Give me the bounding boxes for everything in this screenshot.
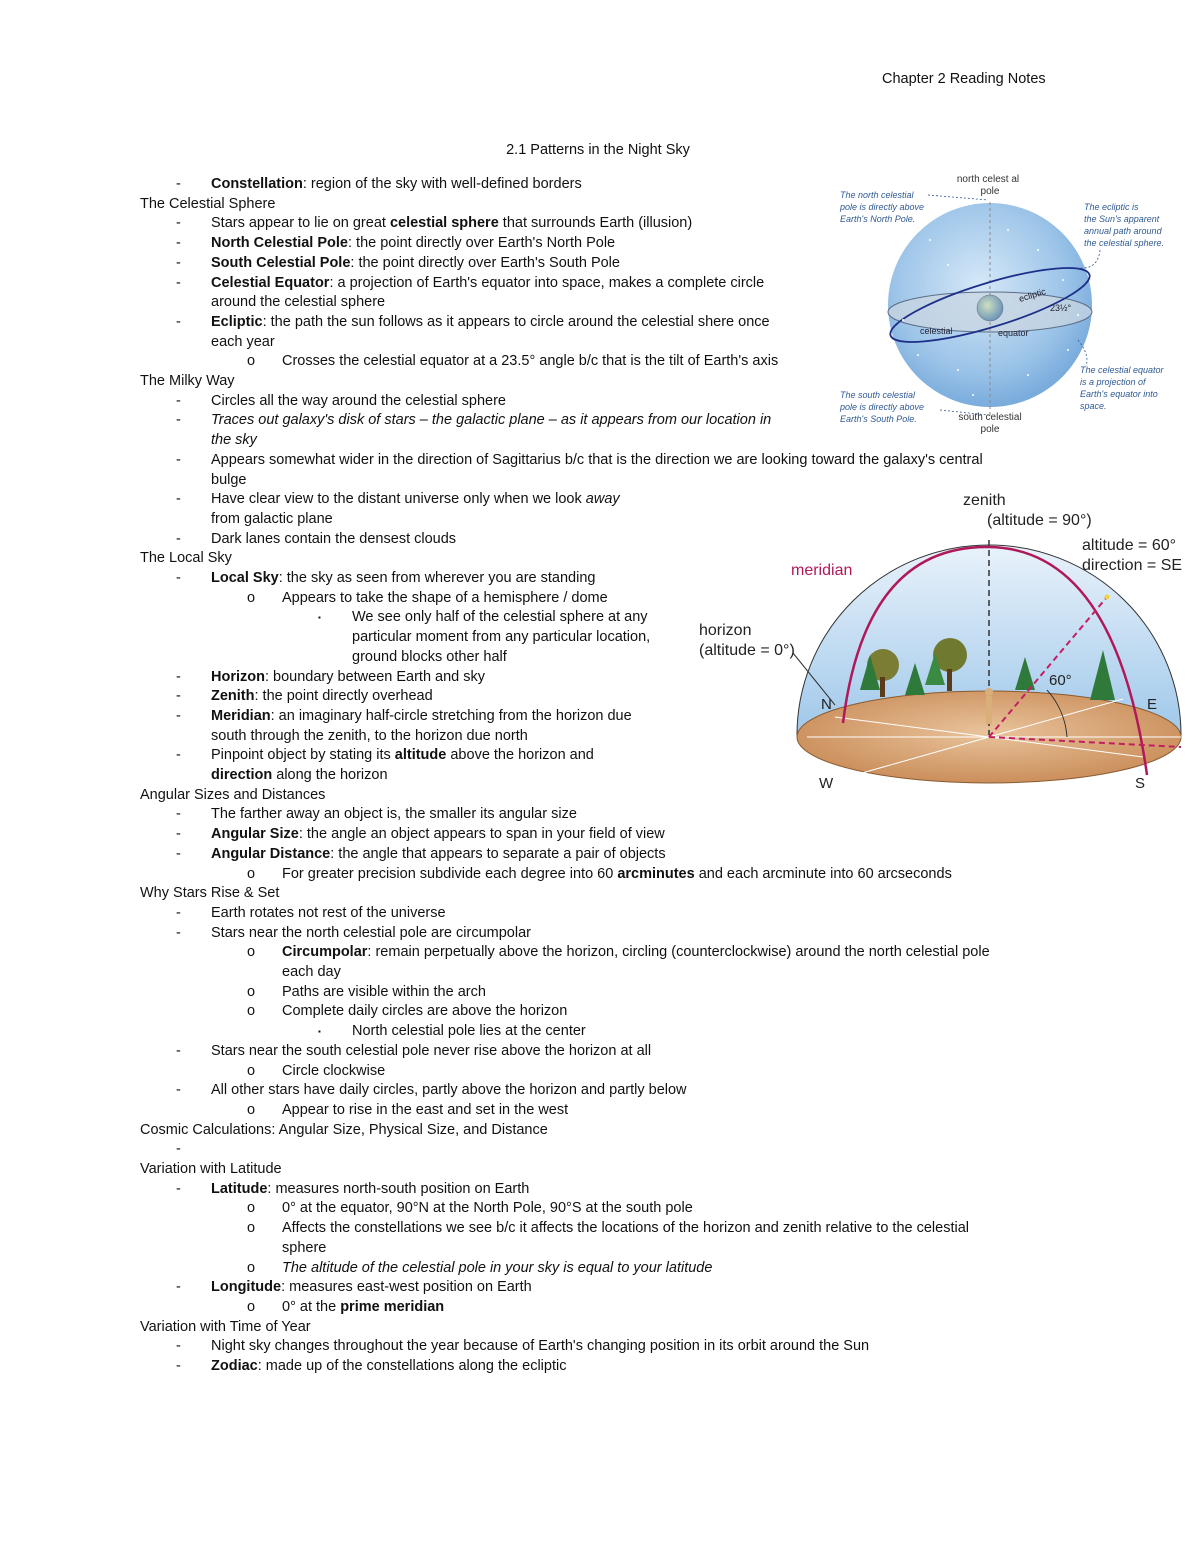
south-pole-label-2: pole [980, 424, 1000, 435]
italic-text: The altitude of the celestial pole in your sky is equal to your latitude [282, 1260, 713, 1276]
bullet-marker: - [176, 1181, 181, 1197]
bold-term: Circumpolar [282, 944, 368, 960]
note-text: Night sky changes throughout the year because of Earth's changing position in its orbit around the Sun [211, 1338, 870, 1354]
bullet-marker: - [176, 255, 181, 271]
note-text: Stars appear to lie on great [211, 215, 390, 231]
bullet-marker: o [247, 1220, 256, 1236]
svg-text:is a projection of: is a projection of [1080, 377, 1146, 387]
note-text: : remain perpetually above the horizon, circling (counterclockwise) around the north celestial pole [367, 944, 990, 960]
meridian-label: meridian [791, 562, 853, 579]
note-text: Stars near the north celestial pole are circumpolar [211, 925, 531, 941]
svg-text:pole is directly above: pole is directly above [840, 202, 925, 212]
svg-text:The ecliptic is: The ecliptic is [1084, 202, 1139, 212]
bullet-marker: - [176, 215, 181, 231]
note-line [211, 274, 764, 293]
bullet-marker: - [176, 531, 181, 547]
bullet-marker: - [176, 1358, 181, 1374]
section-heading [140, 884, 279, 903]
note-text: 0° at the equator, 90°N at the North Pole, 90°S at the south pole [282, 1200, 693, 1216]
note-line [282, 1219, 969, 1238]
note-line [282, 963, 341, 982]
bold-term: South Celestial Pole [211, 255, 351, 271]
bullet-marker: - [176, 314, 181, 330]
note-line [211, 431, 257, 450]
equator-caption [1080, 365, 1165, 411]
zenith-altitude-label: (altitude = 90°) [987, 512, 1092, 529]
note-text: Circle clockwise [282, 1063, 386, 1079]
bullet-marker: o [247, 353, 256, 369]
ecliptic-caption [1084, 202, 1164, 248]
svg-text:The south celestial: The south celestial [840, 390, 916, 400]
svg-text:annual path around: annual path around [1084, 226, 1162, 236]
note-line [211, 411, 771, 430]
note-text: each day [282, 964, 341, 980]
svg-text:pole is directly above: pole is directly above [840, 402, 925, 412]
note-line [211, 1337, 869, 1356]
bold-term: altitude [394, 747, 447, 763]
bold-term: Meridian [211, 708, 271, 724]
note-line [211, 707, 632, 726]
bold-term: Constellation [211, 176, 303, 192]
bold-term: Angular Distance [211, 846, 331, 862]
svg-text:Earth's North Pole.: Earth's North Pole. [840, 214, 916, 224]
note-line [282, 1259, 712, 1278]
bullet-marker: o [247, 590, 256, 606]
local-sky-figure [695, 485, 1195, 805]
note-text: and each arcminute into 60 arcseconds [694, 866, 952, 882]
bullet-marker: o [247, 1003, 256, 1019]
note-line [211, 175, 582, 194]
note-text: Paths are visible within the arch [282, 984, 486, 1000]
horizon-altitude-label: (altitude = 0°) [699, 642, 795, 659]
note-text: Appears somewhat wider in the direction of Sagittarius b/c that is the direction we are looking toward the galaxy's central [211, 452, 983, 468]
note-text: Appear to rise in the east and set in the west [282, 1102, 569, 1118]
note-line [282, 352, 778, 371]
note-line [211, 293, 385, 312]
west-label: W [819, 775, 834, 792]
note-text: : the path the sun follows as it appears to circle around the celestial shere once [262, 314, 770, 330]
section-heading [140, 1160, 282, 1179]
note-text: : measures east-west position on Earth [281, 1279, 532, 1295]
note-text: from galactic plane [211, 511, 333, 527]
italic-text: the sky [211, 432, 257, 448]
note-text: : the point directly over Earth's North Pole [347, 235, 616, 251]
bullet-marker: - [176, 235, 181, 251]
note-line [211, 904, 446, 923]
svg-text:The north celestial: The north celestial [840, 190, 914, 200]
bullet-marker: - [176, 176, 181, 192]
note-text: For greater precision subdivide each degree into 60 [282, 866, 618, 882]
bullet-marker: - [176, 669, 181, 685]
note-text: Have clear view to the distant universe only when we look [211, 491, 586, 507]
north-pole-label-2: pole [980, 186, 1000, 197]
bullet-marker: - [176, 1082, 181, 1098]
note-line [211, 313, 770, 332]
note-line [282, 1298, 444, 1317]
note-text: particular moment from any particular location, [352, 629, 651, 645]
note-line [211, 766, 388, 785]
north-pole-label: north celest al [956, 174, 1020, 185]
bold-term: Horizon [211, 669, 265, 685]
angle-label: 60° [1049, 672, 1072, 689]
svg-text:the Sun's apparent: the Sun's apparent [1084, 214, 1160, 224]
note-text: Stars near the south celestial pole never rise above the horizon at all [211, 1043, 652, 1059]
bullet-marker: - [176, 806, 181, 822]
note-text: The Celestial Sphere [140, 196, 276, 212]
bullet-marker: - [176, 1141, 181, 1157]
bullet-marker: - [176, 412, 181, 428]
bullet-marker: o [247, 866, 256, 882]
bullet-marker: o [247, 1102, 256, 1118]
bullet-marker: - [176, 905, 181, 921]
note-text: Dark lanes contain the densest clouds [211, 531, 457, 547]
note-line [282, 1101, 568, 1120]
note-line [282, 1002, 567, 1021]
bold-term: Longitude [211, 1279, 282, 1295]
note-line [352, 628, 650, 647]
note-line [352, 608, 648, 627]
note-text: above the horizon and [446, 747, 594, 763]
horizon-label: horizon [699, 622, 752, 639]
bullet-marker: ▪ [318, 1027, 321, 1036]
note-text: : measures north-south position on Earth [267, 1181, 530, 1197]
note-text: Cosmic Calculations: Angular Size, Physical Size, and Distance [140, 1122, 548, 1138]
note-text: Earth rotates not rest of the universe [211, 905, 446, 921]
svg-text:the celestial sphere.: the celestial sphere. [1084, 238, 1165, 248]
bullet-marker: - [176, 1338, 181, 1354]
note-text: : a projection of Earth's equator into space, makes a complete circle [329, 275, 765, 291]
note-line [282, 589, 608, 608]
note-text: : an imaginary half-circle stretching from the horizon due [270, 708, 632, 724]
note-text: The Milky Way [140, 373, 235, 389]
earth-globe [977, 295, 1003, 321]
note-line [211, 1180, 529, 1199]
star-direction-label: direction = SE [1082, 557, 1183, 574]
page-header: Chapter 2 Reading Notes [882, 71, 1046, 87]
zenith-label: zenith [963, 492, 1006, 509]
note-line [211, 333, 275, 352]
north-caption [839, 190, 924, 224]
celestial-label: celestial [920, 326, 953, 336]
note-line [282, 983, 486, 1002]
note-line [282, 1062, 385, 1081]
note-text: bulge [211, 472, 247, 488]
note-text: Pinpoint object by stating its [211, 747, 395, 763]
equator-label: equator [998, 328, 1029, 338]
bullet-marker: - [176, 688, 181, 704]
bullet-marker: - [176, 826, 181, 842]
bullet-marker: - [176, 491, 181, 507]
note-text: around the celestial sphere [211, 294, 386, 310]
svg-text:Earth's South Pole.: Earth's South Pole. [840, 414, 917, 424]
note-line [211, 392, 506, 411]
note-line [211, 1278, 532, 1297]
section-heading [140, 786, 325, 805]
star-altitude-label: altitude = 60° [1082, 537, 1177, 554]
note-line [211, 746, 594, 765]
note-line [211, 254, 620, 273]
bullet-marker: - [176, 925, 181, 941]
bold-term: Ecliptic [211, 314, 263, 330]
note-line [282, 1239, 326, 1258]
bullet-marker: o [247, 1299, 256, 1315]
note-text: : boundary between Earth and sky [264, 669, 486, 685]
bullet-marker: - [176, 1043, 181, 1059]
bold-term: North Celestial Pole [211, 235, 348, 251]
note-text: 0° at the [282, 1299, 341, 1315]
note-line [352, 648, 507, 667]
svg-text:space.: space. [1080, 401, 1107, 411]
note-text: : the angle an object appears to span in your field of view [298, 826, 665, 842]
bullet-marker: - [176, 747, 181, 763]
note-text: Affects the constellations we see b/c it affects the locations of the horizon and zenith relative to the celestial [282, 1220, 970, 1236]
section-title: 2.1 Patterns in the Night Sky [506, 142, 690, 158]
note-line [211, 451, 983, 470]
note-line [211, 727, 528, 746]
note-text: The farther away an object is, the smaller its angular size [211, 806, 577, 822]
note-text: : the point directly overhead [254, 688, 433, 704]
note-text: Variation with Latitude [140, 1161, 282, 1177]
svg-text:The celestial equator: The celestial equator [1080, 365, 1164, 375]
celestial-sphere-figure [838, 170, 1183, 440]
section-heading [140, 1318, 311, 1337]
note-text: Angular Sizes and Distances [140, 787, 326, 803]
note-text: Appears to take the shape of a hemisphere / dome [282, 590, 608, 606]
note-line [211, 214, 692, 233]
bullet-marker: - [176, 708, 181, 724]
bold-term: celestial sphere [389, 215, 499, 231]
italic-text: away [585, 491, 620, 507]
ecliptic-label: ecliptic [1017, 286, 1047, 304]
note-line [211, 924, 531, 943]
bullet-marker: - [176, 452, 181, 468]
note-text: Complete daily circles are above the horizon [282, 1003, 568, 1019]
note-text: The Local Sky [140, 550, 232, 566]
bold-term: Latitude [211, 1181, 268, 1197]
section-heading [140, 372, 235, 391]
bold-term: Local Sky [211, 570, 279, 586]
north-label: N [821, 696, 832, 713]
bullet-marker: o [247, 1200, 256, 1216]
section-heading [140, 549, 232, 568]
note-line [282, 943, 990, 962]
note-line [211, 569, 595, 588]
note-text: North celestial pole lies at the center [352, 1023, 586, 1039]
bold-term: Celestial Equator [211, 275, 330, 291]
note-line [282, 865, 952, 884]
bullet-marker: o [247, 1260, 256, 1276]
bold-term: Zenith [211, 688, 255, 704]
bold-term: prime meridian [340, 1299, 445, 1315]
bold-term: Angular Size [211, 826, 299, 842]
note-text: sphere [282, 1240, 327, 1256]
section-heading [140, 1121, 548, 1140]
note-text: Circles all the way around the celestial sphere [211, 393, 506, 409]
note-text: that surrounds Earth (illusion) [498, 215, 693, 231]
note-line [211, 825, 665, 844]
bullet-marker: - [176, 846, 181, 862]
bullet-marker: o [247, 1063, 256, 1079]
bullet-marker: ▪ [318, 613, 321, 622]
note-line [282, 1199, 693, 1218]
observer [985, 688, 993, 724]
note-text: : the sky as seen from wherever you are standing [278, 570, 596, 586]
italic-text: Traces out galaxy's disk of stars – the galactic plane – as it appears from our location in [211, 412, 772, 428]
note-text: : the angle that appears to separate a pair of objects [330, 846, 666, 862]
note-line [211, 471, 246, 490]
bold-term: arcminutes [617, 866, 695, 882]
note-text: We see only half of the celestial sphere at any [352, 609, 648, 625]
note-line [211, 805, 577, 824]
note-text: : region of the sky with well-defined borders [302, 176, 582, 192]
note-line [211, 234, 615, 253]
note-line [211, 490, 620, 509]
bullet-marker: - [176, 275, 181, 291]
note-text: All other stars have daily circles, partly above the horizon and partly below [211, 1082, 687, 1098]
star-marker [1105, 595, 1110, 600]
south-pole-label: south celestial [958, 412, 1022, 423]
note-line [211, 530, 456, 549]
note-text: south through the zenith, to the horizon due north [211, 728, 528, 744]
note-line [211, 687, 433, 706]
bullet-marker: - [176, 1279, 181, 1295]
bold-term: direction [211, 767, 273, 783]
bullet-marker: o [247, 944, 256, 960]
tilt-angle-label: 23½° [1050, 303, 1072, 313]
note-line [211, 845, 666, 864]
bullet-marker: - [176, 570, 181, 586]
south-label: S [1135, 775, 1146, 792]
note-line [211, 1081, 687, 1100]
note-line [211, 668, 485, 687]
note-line [211, 1042, 651, 1061]
note-text: Why Stars Rise & Set [140, 885, 280, 901]
note-line [211, 510, 333, 529]
note-text: : the point directly over Earth's South Pole [350, 255, 620, 271]
east-label: E [1147, 696, 1158, 713]
note-text: along the horizon [272, 767, 388, 783]
bullet-marker: - [176, 393, 181, 409]
note-line [352, 1022, 586, 1041]
note-text: : made up of the constellations along the ecliptic [257, 1358, 567, 1374]
note-line [211, 1357, 566, 1376]
section-heading [140, 195, 275, 214]
south-caption [839, 390, 924, 424]
bold-term: Zodiac [211, 1358, 258, 1374]
note-text: ground blocks other half [352, 649, 507, 665]
note-text: each year [211, 334, 275, 350]
note-text: Crosses the celestial equator at a 23.5° angle b/c that is the tilt of Earth's axis [282, 353, 779, 369]
bullet-marker: o [247, 984, 256, 1000]
note-text: Variation with Time of Year [140, 1319, 311, 1335]
svg-text:Earth's equator into: Earth's equator into [1080, 389, 1158, 399]
